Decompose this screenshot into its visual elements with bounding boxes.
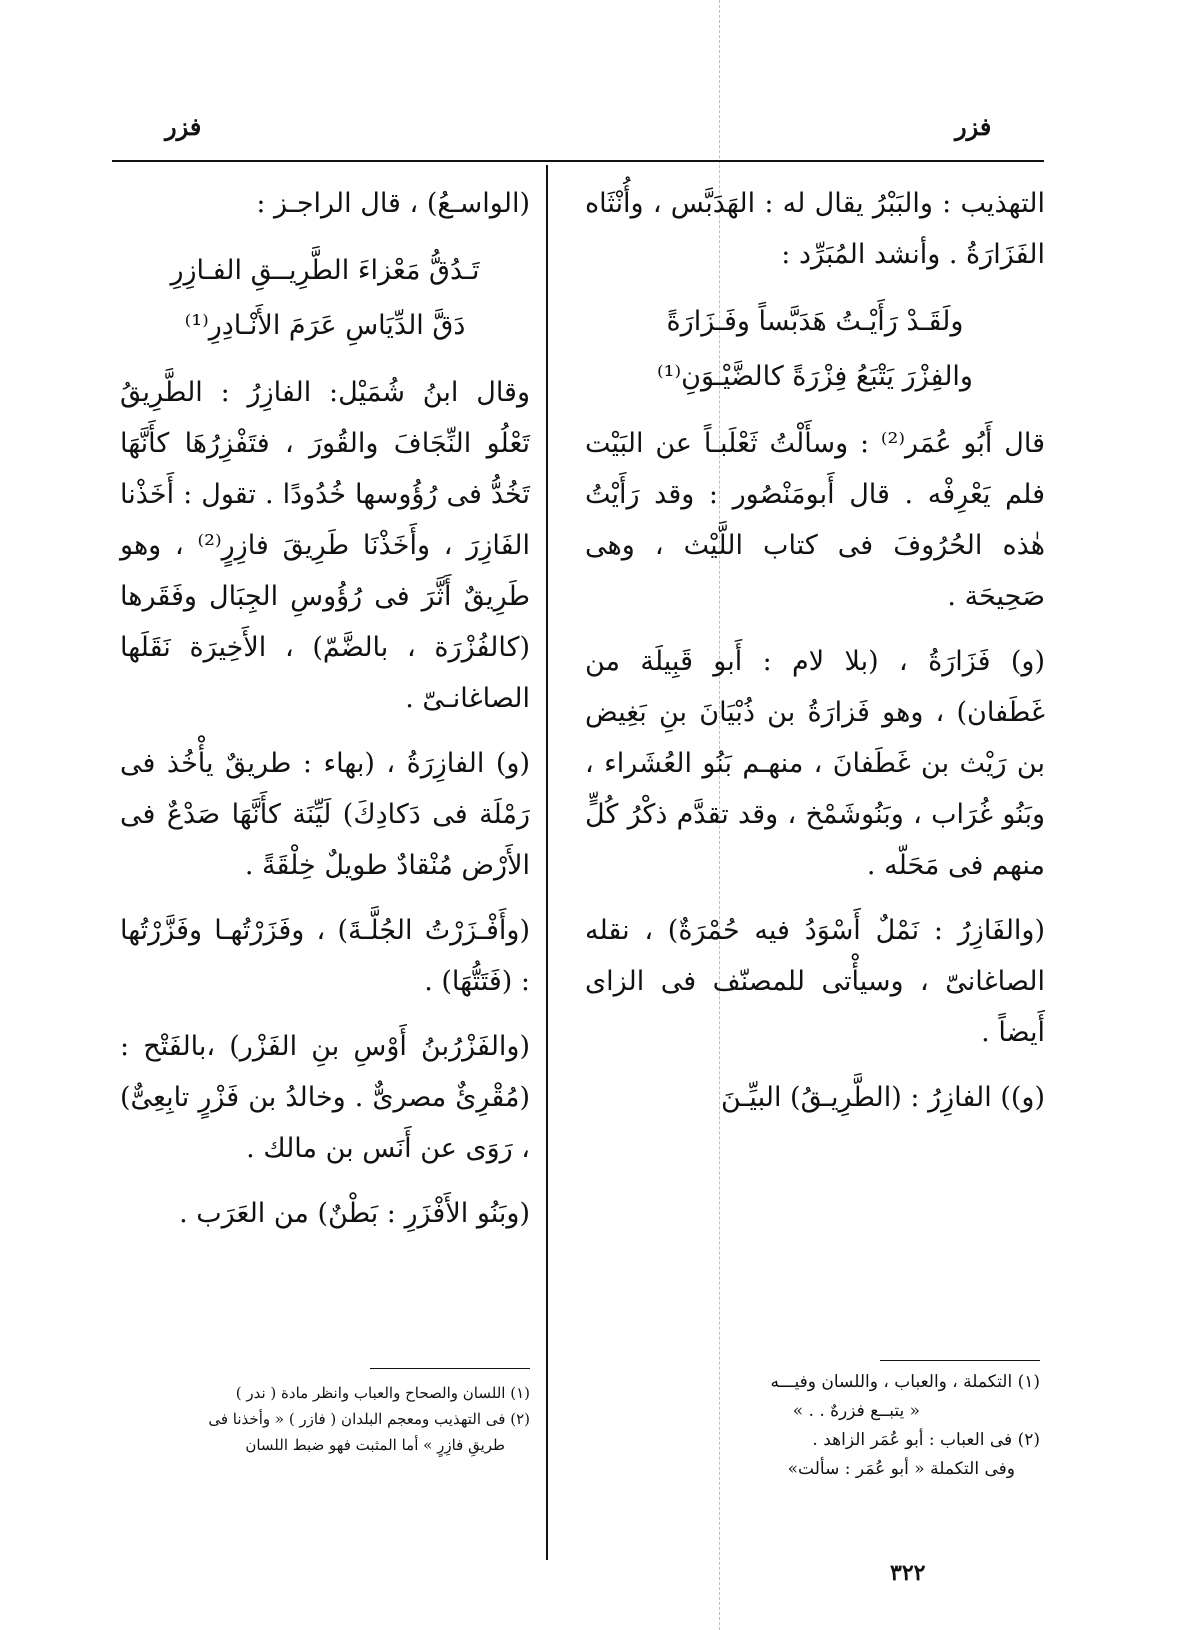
left-paragraph-3: (و) الفازِرَةُ ، (بهاء : طريقٌ يأْخُذ فى رَمْلَة فى دَكادِكَ) لَيِّنَة كأَنَّهَا صَدْعٌ فى الأَرْض مُنْقادٌ طويلٌ خِلْقَةً . [120,748,530,881]
left-footnote-1: (١) اللسان والصحاح والعباب وانظر مادة ( ندر ) [235,1384,530,1402]
right-paragraph-2: قال أَبُو عُمَر⁽²⁾ : وسأَلْتُ ثَعْلَبـاً عن البَيْت فلم يَعْرِفْه . قال أَبومَنْصُور : وقد رَأَيْتُ هٰذه الحُرُوفَ فى كتاب اللَّيْث ، وهى صَحِيحَة . [585,428,1045,612]
right-paragraph-3: (و) فَزَارَةُ ، (بلا لام : أَبو قَبِيلَة من غَطَفان) ، وهو فَزارَةُ بن ذُبْيَانَ بنِ بَغِيض بن رَيْث بن غَطَفانَ ، منهـم بَنُو العُشَراء ، وبَنُو غُرَاب ، وبَنُوشَمْخ ، وقد تقدَّم ذكْرُ كُلٍّ منهم فى مَحَلّه . [585,646,1045,881]
right-footnote-1-line-1: (١) التكملة ، والعباب ، واللسان وفيـــه [770,1372,1040,1392]
left-paragraph-5: (والفَزْرُبنُ أَوْسِ بنِ الفَزْر) ،بالفَتْح : (مُقْرِئٌ مصرىٌّ . وخالدُ بن فَزْرٍ تابِعِىٌّ) ، رَوَى عن أَنَس بن مالك . [120,1031,530,1164]
left-column [120,178,530,1253]
left-footnote-2-line-2: طريقِ فازِرٍ » أما المثبت فهو ضبط اللسان [245,1436,505,1454]
right-footnote-rule [880,1360,1040,1361]
left-verse-line-2: دَقَّ الدِّيَاسِ عَرَمَ الأَنْـادِرِ⁽¹⁾ [184,310,466,341]
running-head-left: فزر [165,112,202,141]
left-footnotes [120,1380,530,1458]
right-paragraph-1: التهذيب : والبَبْرُ يقال له : الهَدَبَّس ، وأُنْثَاه الفَزَارَةُ . وأنشد المُبَرِّد : [585,188,1045,270]
right-verse [585,294,1045,404]
left-paragraph-6: (وبَنُو الأَفْزَرِ : بَطْنٌ) من العَرَب . [179,1198,530,1229]
left-verse [120,243,530,353]
left-footnote-rule [370,1368,530,1369]
right-footnotes [585,1368,1040,1484]
right-paragraph-4: (والفَازِرُ : نَمْلٌ أَسْوَدُ فيه حُمْرَةٌ) ، نقله الصاغانىّ ، وسيأْتى للمصنّف فى الزاى أَيضاً . [585,915,1045,1048]
column-divider [546,165,548,1560]
right-verse-line-2: والفِزْرَ يَتْبَعُ فِزْرَةً كالضَّيْـوَنِ⁽¹⁾ [657,361,973,392]
right-footnote-1-line-2: « يتبــع فزرهٌ . . » [792,1401,920,1421]
header-rule [112,160,1044,162]
right-column [585,178,1045,1137]
right-footnote-2-line-2: وفى التكملة « أبو عُمَر : سألت» [787,1459,1015,1479]
page-number: ٣٢٢ [890,1560,926,1586]
left-verse-line-1: تَـدُقُّ مَعْزاءَ الطَّرِيــقِ الفـازِرِ [170,255,480,286]
right-paragraph-5: (و)) الفازِرُ : (الطَّرِيـقُ) البيِّـنَ [720,1082,1045,1113]
running-head-right: فزر [955,112,992,141]
right-verse-line-1: ولَقَـدْ رَأَيْـتُ هَدَبَّساً وفَـزَارَةً [666,306,964,337]
left-paragraph-2: وقال ابنُ شُمَيْل: الفازِرُ : الطَّرِيقُ تَعْلُو النِّجَافَ والقُورَ ، فتَفْزِرُهَا كأَنَّهَا تَخُدُّ فى رُؤُوسها خُدُودًا . تقول : أَخَذْنا الفَازِرَ ، وأَخَذْنَا طَرِيقَ فازِرٍ⁽²⁾ ، وهو طَرِيقٌ أَثَّرَ فى رُؤُوسِ الجِبَال وفَقَرها (كالفُزْرَة ، بالضَّمّ) ، الأَخِيرَة نَقَلَها الصاغانـىّ . [120,377,530,714]
right-footnote-2-line-1: (٢) فى العباب : أبو عُمَر الزاهد . [812,1430,1040,1450]
left-footnote-2-line-1: (٢) فى التهذيب ومعجم البلدان ( فازر ) « وأخذنا فى [208,1410,530,1428]
left-paragraph-4: (وأَفْـزَرْتُ الجُلَّـةَ) ، وفَزَرْتُهـا وفَزَّرْتُها : (فَتَتُّهَا) . [120,915,530,997]
left-paragraph-1: (الواسـعُ) ، قال الراجـز : [256,188,530,219]
